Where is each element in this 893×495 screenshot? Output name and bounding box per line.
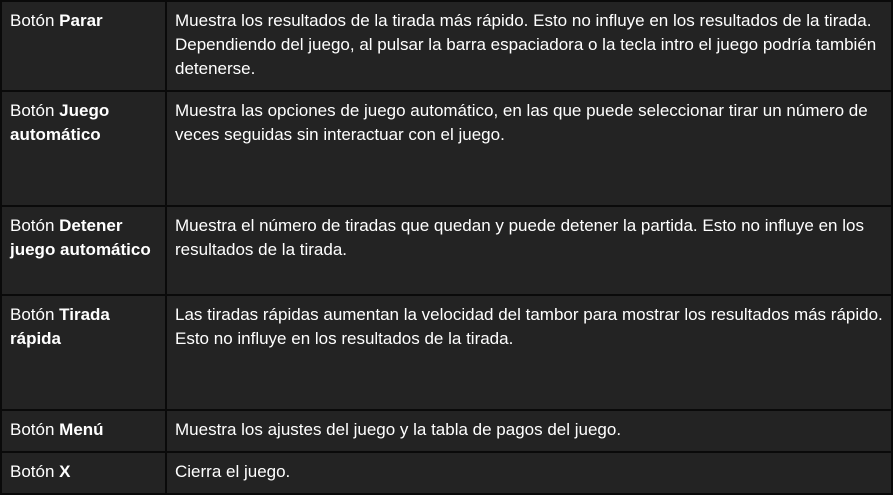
button-description-cell bbox=[166, 91, 892, 206]
button-description: Cierra el juego. bbox=[175, 462, 291, 481]
button-description: Muestra las opciones de juego automático, en las que puede seleccionar tirar un número de veces seguidas sin interactuar con el juego. bbox=[175, 101, 868, 144]
button-description: Muestra los ajustes del juego y la tabla de pagos del juego. bbox=[175, 420, 622, 439]
button-name-cell bbox=[1, 295, 166, 410]
button-name-prefix: Botón bbox=[10, 420, 60, 439]
button-name: Detener juego automático bbox=[10, 216, 151, 259]
button-name-cell bbox=[1, 91, 166, 206]
button-description: Muestra el número de tiradas que quedan y puede detener la partida. Esto no influye en los resultados de la tirada. bbox=[175, 216, 864, 259]
table-row bbox=[1, 91, 892, 206]
button-name-prefix: Botón bbox=[10, 216, 60, 235]
button-description-cell bbox=[166, 410, 892, 452]
button-name: Parar bbox=[59, 11, 103, 30]
button-description-cell bbox=[166, 1, 892, 91]
button-description: Las tiradas rápidas aumentan la velocidad del tambor para mostrar los resultados más rápido. Esto no influye en los resultados de la tirada. bbox=[175, 305, 883, 348]
button-name-prefix: Botón bbox=[10, 462, 60, 481]
button-name: Menú bbox=[59, 420, 104, 439]
button-description-cell bbox=[166, 452, 892, 494]
button-name: Tirada rápida bbox=[10, 305, 115, 348]
button-name-cell bbox=[1, 410, 166, 452]
button-name-prefix: Botón bbox=[10, 305, 60, 324]
button-name-prefix: Botón bbox=[10, 11, 60, 30]
table-row bbox=[1, 295, 892, 410]
button-name-prefix: Botón bbox=[10, 101, 60, 120]
button-description: Muestra los resultados de la tirada más rápido. Esto no influye en los resultados de la tirada. Dependiendo del juego, al pulsar la barra espaciadora o la tecla intro el juego podría también detenerse. bbox=[175, 11, 877, 78]
button-name-cell bbox=[1, 452, 166, 494]
table-row bbox=[1, 1, 892, 91]
button-name: X bbox=[59, 462, 71, 481]
button-name-cell bbox=[1, 1, 166, 91]
table-row bbox=[1, 206, 892, 295]
button-name: Juego automático bbox=[10, 101, 114, 144]
button-description-cell bbox=[166, 206, 892, 295]
table-row bbox=[1, 410, 892, 452]
button-name-cell bbox=[1, 206, 166, 295]
button-description-cell bbox=[166, 295, 892, 410]
table-row bbox=[1, 452, 892, 494]
